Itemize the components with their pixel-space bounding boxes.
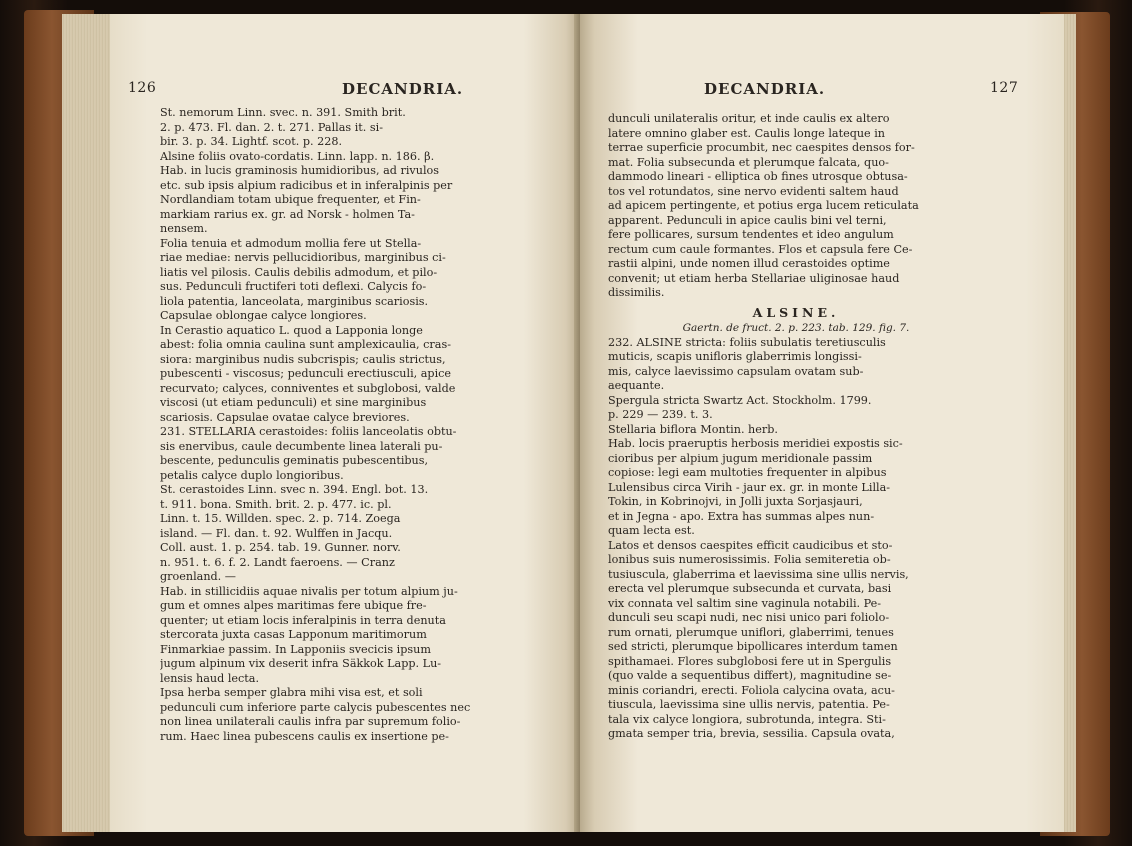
text-line: petalis calyce duplo longioribus. [160,468,344,482]
text-line: liola patentia, lanceolata, marginibus scariosis. [160,294,429,308]
text-line: Linn. t. 15. Willden. spec. 2. p. 714. Zoega [160,512,401,525]
text-line: St. nemorum Linn. svec. n. 391. Smith brit. [160,106,406,119]
text-line: In Cerastio aquatico L. quod a Lapponia longe [160,323,423,337]
text-line: gum et omnes alpes maritimas fere ubique fre- [160,599,427,612]
text-line: rastii alpini, unde nomen illud cerastoides optime [608,257,890,270]
text-line: Nordlandiam totam ubique frequenter, et Fin- [160,193,421,206]
text-line: lensis haud lecta. [160,671,260,685]
text-line: jugum alpinum vix deserit infra Säkkok Lapp. Lu- [160,657,442,670]
text-line: dunculi seu scapi nudi, nec nisi unico pari foliolo- [608,611,890,624]
text-line: scariosis. Capsulae ovatae calyce breviores. [160,410,410,424]
text-line: spithamaei. Flores subglobosi fere ut in Spergulis [608,654,892,668]
text-line: Folia tenuia et admodum mollia fere ut Stella- [160,236,422,250]
text-line: Finmarkiae passim. In Lapponiis svecicis ipsum [160,642,431,656]
text-line: tala vix calyce longiora, subrotunda, integra. Sti- [608,712,886,726]
text-line: convenit; ut etiam herba Stellariae uliginosae haud [608,271,900,285]
text-line: t. 911. bona. Smith. brit. 2. p. 477. ic. pl. [160,497,392,511]
text-line: Alsine foliis ovato-cordatis. Linn. lapp. n. 186. β. [160,149,435,163]
text-line: 2. p. 473. Fl. dan. 2. t. 271. Pallas it. si- [160,120,383,134]
text-line: dissimilis. [608,286,665,299]
text-line: bescente, pedunculis geminatis pubescentibus, [160,454,429,467]
text-line: recurvato; calyces, conniventes et subglobosi, valde [160,381,456,395]
text-line: (quo valde a sequentibus differt), magnitudine se- [608,669,892,682]
text-line: apparent. Pedunculi in apice caulis bini vel terni, [608,213,887,227]
right-body-top [608,112,984,301]
text-line: et in Jegna - apo. Extra has summas alpes nun- [608,509,875,523]
text-line: pubescenti - viscosus; pedunculi erectiusculi, apice [160,367,452,380]
text-line: Spergula stricta Swartz Act. Stockholm. 1799. [608,393,872,407]
text-line: fere pollicares, sursum tendentes et ideo angulum [608,228,894,241]
text-line: abest: folia omnia caulina sunt amplexicaulia, cras- [160,338,451,351]
right-running-head: DECANDRIA. [704,80,826,98]
text-line: terrae superficie procumbit, nec caespites densos for- [608,141,915,154]
text-line: riae mediae: nervis pellucidioribus, marginibus ci- [160,251,446,264]
text-line: mis, calyce laevissimo capsulam ovatam sub- [608,364,864,378]
text-line: Hab. in lucis graminosis humidioribus, ad rivulos [160,164,439,177]
text-line: aequante. [608,379,665,392]
text-line: vix connata vel saltim sine vaginula notabili. Pe- [608,596,882,610]
text-line: dammodo lineari - elliptica ob fines utrosque obtusa- [608,170,908,183]
text-line: 231. STELLARIA cerastoides: foliis lanceolatis obtu- [160,425,457,438]
text-line: erecta vel plerumque subsecunda et curvata, basi [608,582,892,595]
text-line: Latos et densos caespites efficit caudicibus et sto- [608,538,893,552]
text-line: p. 229 — 239. t. 3. [608,408,713,421]
text-line: dunculi unilateralis oritur, et inde caulis ex altero [608,112,890,125]
text-line: stercorata juxta casas Lapponum maritimorum [160,628,427,641]
text-line: lonibus suis numerosissimis. Folia semiteretia ob- [608,553,891,566]
text-line: Coll. aust. 1. p. 254. tab. 19. Gunner. norv. [160,541,401,554]
text-line: viscosi (ut etiam pedunculi) et sine marginibus [160,396,427,409]
text-line: non linea unilaterali caulis infra par supremum folio- [160,715,461,728]
text-line: ad apicem pertingente, et potius erga lucem reticulata [608,199,919,212]
text-line: tusiuscula, glaberrima et laevissima sine ullis nervis, [608,567,909,581]
text-line: latere omnino glaber est. Caulis longe lateque in [608,126,886,140]
text-line: gmata semper tria, brevia, sessilia. Capsula ovata, [608,727,895,740]
text-line: tos vel rotundatos, sine nervo evidenti saltem haud [608,184,899,198]
text-line: nensem. [160,222,208,235]
text-line: Tokin, in Kobrinojvi, in Jolli juxta Sorjasjauri, [608,495,863,508]
text-line: minis coriandri, erecti. Foliola calycina ovata, acu- [608,683,895,697]
text-line: groenland. — [160,570,236,583]
text-line: sed stricti, plerumque bipollicares interdum tamen [608,640,898,653]
text-line: island. — Fl. dan. t. 92. Wulffen in Jacqu. [160,526,393,540]
text-line: 232. ALSINE stricta: foliis subulatis teretiusculis [608,335,886,349]
text-line: etc. sub ipsis alpium radicibus et in inferalpinis per [160,178,453,192]
text-line: muticis, scapis unifloris glaberrimis longissi- [608,350,862,363]
right-body-bottom [608,336,984,742]
text-line: mat. Folia subsecunda et plerumque falcata, quo- [608,155,889,169]
text-line: rum ornati, plerumque uniflori, glaberrimi, tenues [608,625,894,639]
right-page-body [608,112,984,742]
text-line: Hab. locis praeruptis herbosis meridiei expostis sic- [608,437,903,450]
text-line: bir. 3. p. 34. Lightf. scot. p. 228. [160,135,343,148]
text-line: Lulensibus circa Virih - jaur ex. gr. in monte Lilla- [608,480,891,494]
text-line: rectum cum caule formantes. Flos et capsula fere Ce- [608,242,913,256]
left-page [110,14,580,832]
text-line: siora: marginibus nudis subcrispis; caulis strictus, [160,352,446,366]
left-running-head: DECANDRIA. [342,80,464,98]
left-page-number: 126 [128,80,157,96]
text-line: sus. Pedunculi fructiferi toti deflexi. Calycis fo- [160,280,427,293]
right-page-number: 127 [990,80,1019,96]
text-line: quam lecta est. [608,524,695,537]
text-line: quenter; ut etiam locis inferalpinis in terra denuta [160,613,446,627]
text-line: tiuscula, laevissima sine ullis nervis, patentia. Pe- [608,698,890,711]
left-page-body [160,106,545,744]
genus-reference: Gaertn. de fruct. 2. p. 223. tab. 129. fig. 7. [682,322,910,334]
right-page [580,14,1064,832]
genus-heading: ALSINE. [752,304,840,320]
text-line: copiose: legi eam multoties frequenter in alpibus [608,466,887,479]
text-line: rum. Haec linea pubescens caulis ex insertione pe- [160,729,449,743]
text-line: markiam rarius ex. gr. ad Norsk - holmen Ta- [160,207,415,221]
text-line: Capsulae oblongae calyce longiores. [160,309,367,322]
text-line: n. 951. t. 6. f. 2. Landt faeroens. — Cranz [160,555,395,569]
text-line: Stellaria biflora Montin. herb. [608,422,778,436]
text-line: Hab. in stillicidiis aquae nivalis per totum alpium ju- [160,584,458,598]
text-line: liatis vel pilosis. Caulis debilis admodum, et pilo- [160,265,438,279]
text-line: Ipsa herba semper glabra mihi visa est, et soli [160,686,423,699]
text-line: cioribus per alpium jugum meridionale passim [608,451,873,465]
text-line: St. cerastoides Linn. svec n. 394. Engl. bot. 13. [160,483,429,496]
text-line: pedunculi cum inferiore parte calycis pubescentes nec [160,700,471,714]
text-line: sis enervibus, caule decumbente linea laterali pu- [160,439,443,453]
